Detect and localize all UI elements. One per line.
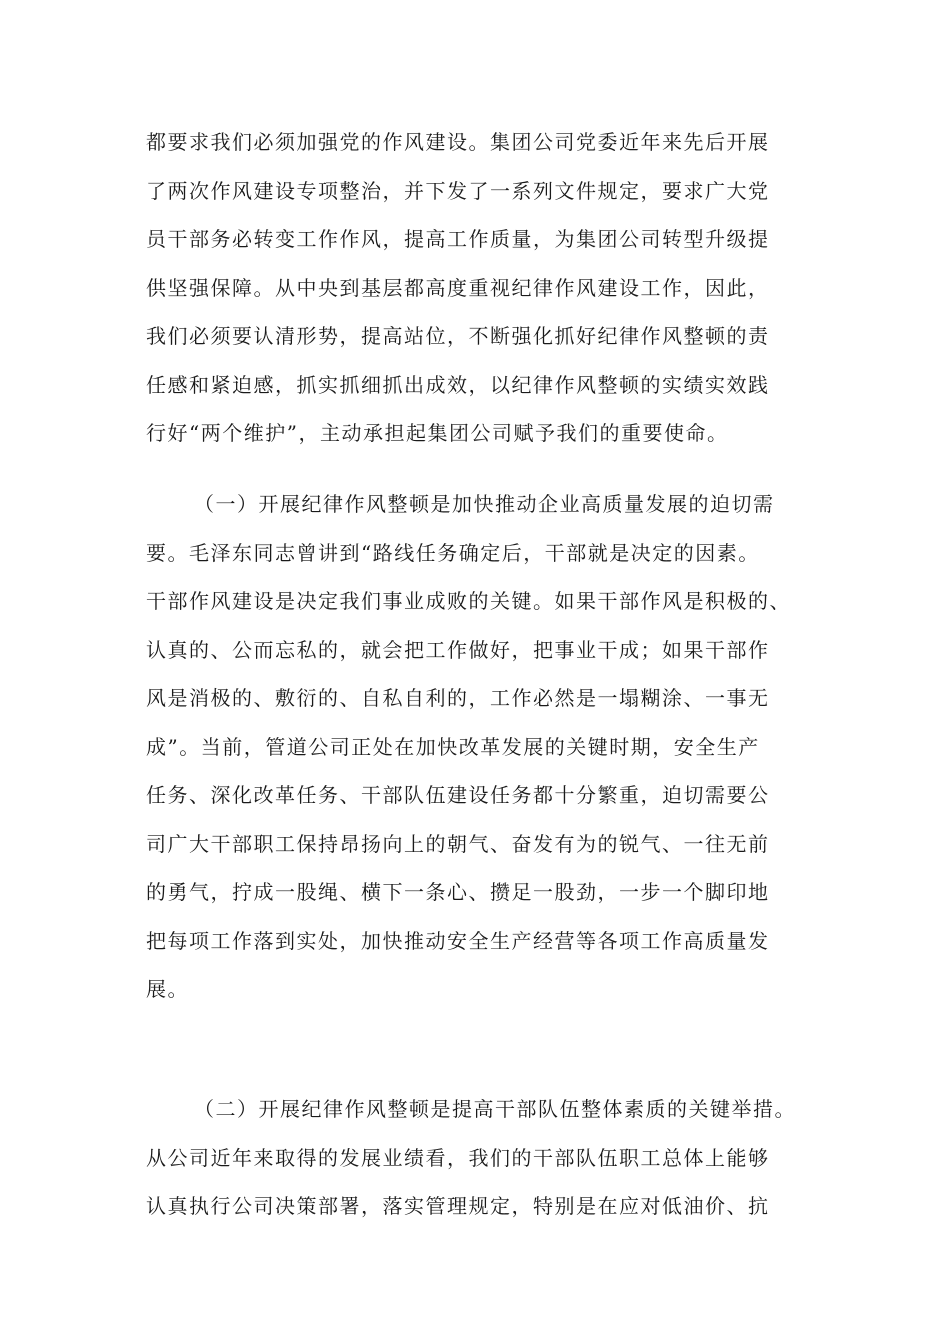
- text-line: 认真执行公司决策部署，落实管理规定，特别是在应对低油价、抗: [146, 1194, 770, 1218]
- text-line: 员干部务必转变工作作风，提高工作质量，为集团公司转型升级提: [146, 227, 770, 251]
- paragraph-3: [146, 1085, 806, 1231]
- paragraph-2: [146, 480, 806, 1062]
- text-line: 从公司近年来取得的发展业绩看，我们的干部队伍职工总体上能够: [146, 1145, 770, 1170]
- text-line: 风是消极的、敷衍的、自私自利的，工作必然是一塌糊涂、一事无: [146, 686, 770, 710]
- text-line: 认真的、公而忘私的，就会把工作做好，把事业干成；如果干部作: [146, 637, 770, 662]
- text-line: [146, 1014, 806, 1063]
- text-line: 展。: [146, 977, 189, 1001]
- text-line: 司广大干部职工保持昂扬向上的朝气、奋发有为的锐气、一往无前: [146, 831, 770, 856]
- paragraph-1: [146, 118, 806, 458]
- text-line-indented: （一）开展纪律作风整顿是加快推动企业高质量发展的迫切需: [194, 492, 775, 516]
- text-line: 把每项工作落到实处，加快推动安全生产经营等各项工作高质量发: [146, 928, 770, 953]
- text-line: 干部作风建设是决定我们事业成败的关键。如果干部作风是积极的、: [146, 589, 791, 613]
- text-line: 任务、深化改革任务、干部队伍建设任务都十分繁重，迫切需要公: [146, 783, 770, 807]
- text-line: 的勇气，拧成一股绳、横下一条心、攒足一股劲，一步一个脚印地: [146, 880, 770, 904]
- text-line: 了两次作风建设专项整治，并下发了一系列文件规定，要求广大党: [146, 178, 770, 203]
- text-line-indented: （二）开展纪律作风整顿是提高干部队伍整体素质的关键举措。: [194, 1097, 796, 1121]
- text-line: 行好“两个维护”，主动承担起集团公司赋予我们的重要使命。: [146, 421, 729, 445]
- text-line: 供坚强保障。从中央到基层都高度重视纪律作风建设工作，因此，: [146, 275, 770, 300]
- text-line: 任感和紧迫感，抓实抓细抓出成效，以纪律作风整顿的实绩实效践: [146, 372, 770, 397]
- text-line: 要。毛泽东同志曾讲到“路线任务确定后，干部就是决定的因素。: [146, 540, 760, 565]
- text-line: 成”。当前，管道公司正处在加快改革发展的关键时期，安全生产: [146, 734, 760, 759]
- text-line: 都要求我们必须加强党的作风建设。集团公司党委近年来先后开展: [146, 130, 770, 154]
- text-line: 我们必须要认清形势，提高站位，不断强化抓好纪律作风整顿的责: [146, 324, 770, 348]
